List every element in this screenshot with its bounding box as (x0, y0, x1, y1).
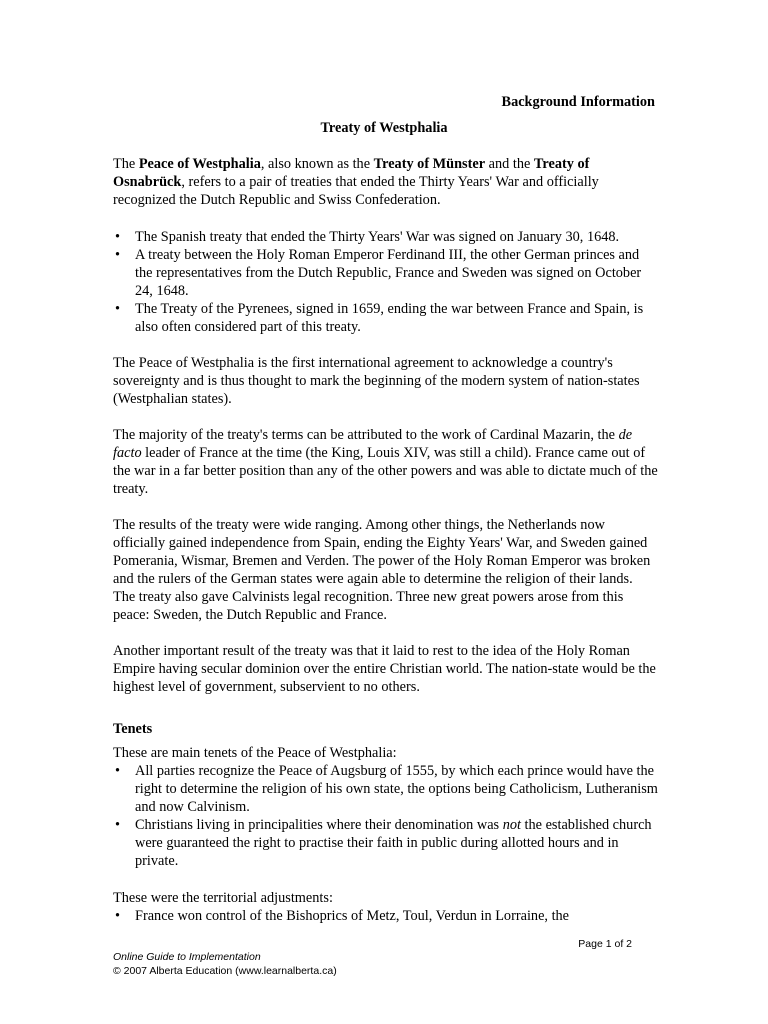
page-title: Treaty of Westphalia (320, 120, 448, 136)
tenets-heading: Tenets (113, 721, 153, 737)
territorial-section (113, 889, 658, 925)
tenets-intro: These are main tenets of the Peace of Westphalia: (113, 745, 397, 761)
footer-guide: Online Guide to Implementation (113, 951, 261, 963)
bullet-icon: • (115, 763, 121, 779)
footer (113, 950, 337, 978)
bullet-icon: • (115, 817, 121, 833)
bullet-icon: • (115, 247, 121, 263)
intro-text: The (113, 156, 139, 172)
footer-copyright: © 2007 Alberta Education (www.learnalberta.ca) (113, 965, 337, 977)
territorial-intro: These were the territorial adjustments: (113, 890, 333, 906)
bullet-icon: • (115, 908, 121, 924)
treaty-of-osnabruck-term: Treaty of Osnabrück (113, 156, 590, 190)
treaties-list (113, 228, 658, 336)
treaty-of-munster-term: Treaty of Münster (373, 156, 486, 172)
mazarin-paragraph: The majority of the treaty's terms can be attributed to the work of Cardinal Mazarin, the de facto leader of France at the time (the King, Louis XIV, was still a child). France came out of the war in a far better position than any of the other powers and was able to dictate much of the treaty. (113, 427, 658, 497)
background-information-label: Background Information (501, 94, 655, 110)
intro-text: , also known as the (260, 156, 374, 172)
not-emphasis: not (502, 817, 521, 833)
de-facto-term: de facto (113, 427, 633, 461)
intro-text: , refers to a pair of treaties that ended the Thirty Years' War and officially recognized the Dutch Republic and Swiss Confederation. (113, 174, 599, 208)
bullet-icon: • (115, 229, 121, 245)
bullet-icon: • (115, 301, 121, 317)
list-item: • The Treaty of the Pyrenees, signed in 1659, ending the war between France and Spain, is also often considered part of this treaty. (115, 301, 644, 335)
peace-of-westphalia-term: Peace of Westphalia (138, 156, 261, 172)
sovereignty-paragraph: The Peace of Westphalia is the first international agreement to acknowledge a country's sovereignty and is thus thought to mark the beginning of the modern system of nation-states (Westphalian states). (113, 355, 640, 407)
list-item: • All parties recognize the Peace of Augsburg of 1555, by which each prince would have the right to determine the religion of his own state, the options being Catholicism, Lutheranism and now Calvinism. (115, 763, 658, 815)
intro-paragraph (113, 155, 658, 209)
list-item: • France won control of the Bishoprics of Metz, Toul, Verdun in Lorraine, the (115, 908, 570, 924)
page-number: Page 1 of 2 (578, 938, 632, 950)
holy-roman-empire-paragraph: Another important result of the treaty was that it laid to rest to the idea of the Holy Roman Empire having secular dominion over the entire Christian world. The nation-state would be the highest level of government, subservient to no others. (113, 643, 656, 695)
intro-text: and the (485, 156, 534, 172)
tenets-section (113, 744, 658, 870)
list-item: • Christians living in principalities where their denomination was not the established church were guaranteed the right to practise their faith in public during allotted hours and in private. (115, 817, 652, 869)
list-item: • The Spanish treaty that ended the Thirty Years' War was signed on January 30, 1648. (115, 229, 620, 245)
results-paragraph: The results of the treaty were wide ranging. Among other things, the Netherlands now officially gained independence from Spain, ending the Eighty Years' War, and Sweden gained Pomerania, Wismar, Bremen and Verden. The power of the Holy Roman Emperor was broken and the rulers of the German states were again able to determine the religion of their lands. The treaty also gave Calvinists legal recognition. Three new great powers arose from this peace: Sweden, the Dutch Republic and France. (113, 517, 651, 623)
list-item: • A treaty between the Holy Roman Emperor Ferdinand III, the other German princes and the representatives from the Dutch Republic, France and Sweden was signed on October 24, 1648. (115, 247, 642, 299)
